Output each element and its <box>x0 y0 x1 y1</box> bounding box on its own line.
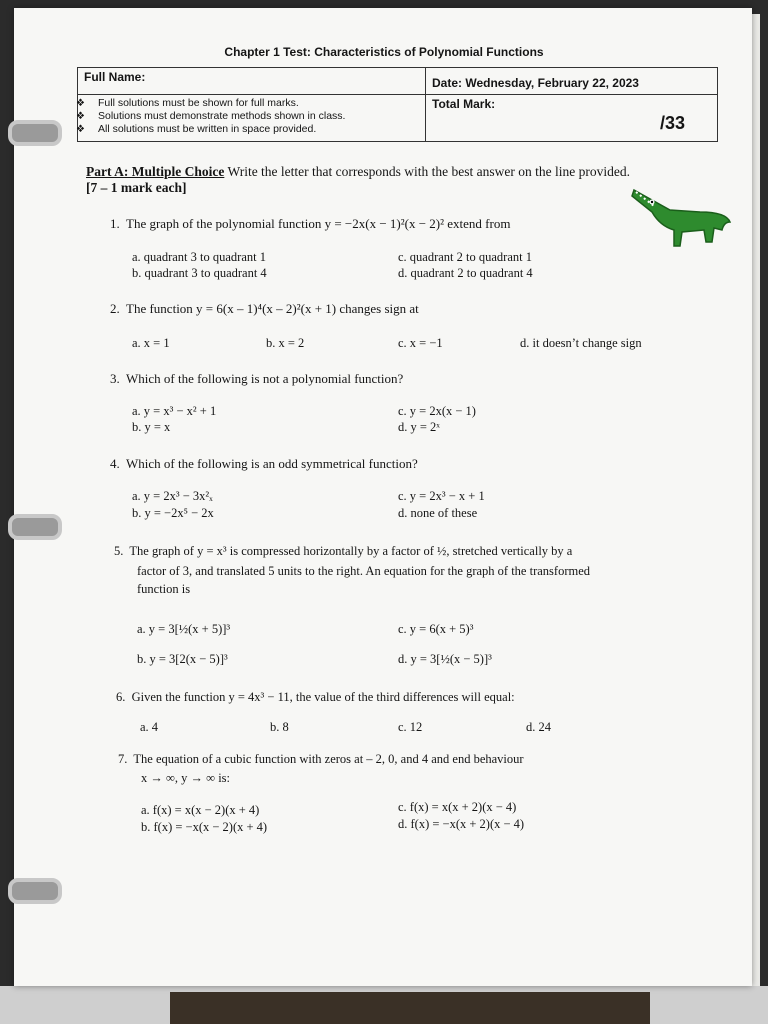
option-b[interactable]: b. 8 <box>270 720 289 734</box>
option-c[interactable]: c. y = 6(x + 5)³ <box>398 622 474 636</box>
total-mark-label: Total Mark: <box>432 97 496 111</box>
option-c[interactable]: c. y = 2x(x − 1) <box>398 404 476 418</box>
date-cell <box>426 68 718 95</box>
option-d[interactable]: d. 24 <box>526 720 551 734</box>
crocodile-icon <box>630 182 734 252</box>
question-text: Given the function y = 4x³ − 11, the value of the third differences will equal: <box>131 690 515 704</box>
question-number: 2. <box>110 301 120 316</box>
question-5-line-3: function is <box>137 582 191 596</box>
rules-list <box>84 97 419 136</box>
part-a-marks: [7 – 1 mark each] <box>86 180 187 195</box>
option-b[interactable]: b. quadrant 3 to quadrant 4 <box>132 266 267 280</box>
question-6 <box>116 689 515 705</box>
rule-item: ❖ All solutions must be written in space provided. <box>98 123 419 136</box>
option-d[interactable]: d. y = 3[½(x − 5)]³ <box>398 652 492 666</box>
question-5-line-2: factor of 3, and translated 5 units to the right. An equation for the graph of the transformed <box>137 564 590 578</box>
question-text: Which of the following is not a polynomial function? <box>126 371 404 386</box>
option-c[interactable]: c. quadrant 2 to quadrant 1 <box>398 250 532 264</box>
question-5 <box>114 543 572 559</box>
binder-ring-icon <box>8 514 62 540</box>
rule-item: ❖ Full solutions must be shown for full marks. <box>98 97 419 110</box>
total-mark-value: /33 <box>659 113 685 133</box>
option-a[interactable]: a. f(x) = x(x − 2)(x + 4) <box>141 803 260 817</box>
question-text: The graph of y = x³ is compressed horizontally by a factor of ½, stretched vertically by a <box>129 544 573 558</box>
part-a-heading: Part A: Multiple Choice <box>86 164 225 179</box>
option-c[interactable]: c. y = 2x³ − x + 1 <box>398 489 485 503</box>
option-a[interactable]: a. x = 1 <box>132 336 170 350</box>
question-7 <box>118 751 524 767</box>
option-d[interactable]: d. none of these <box>398 506 478 520</box>
binder-ring-icon <box>8 878 62 904</box>
question-4 <box>110 456 418 472</box>
option-a[interactable]: a. quadrant 3 to quadrant 1 <box>132 250 266 264</box>
info-table <box>77 67 718 142</box>
question-7-line-2: x → ∞, y → ∞ is: <box>141 771 231 785</box>
option-b[interactable]: b. x = 2 <box>266 336 305 350</box>
question-number: 3. <box>110 371 120 386</box>
rule-item: ❖ Solutions must demonstrate methods shown in class. <box>98 110 419 123</box>
option-c[interactable]: c. x = −1 <box>398 336 443 350</box>
option-a[interactable]: a. y = 3[½(x + 5)]³ <box>137 622 231 636</box>
option-b[interactable]: b. y = −2x⁵ − 2x <box>132 506 214 520</box>
test-paper <box>14 8 752 986</box>
option-c[interactable]: c. 12 <box>398 720 423 734</box>
question-3 <box>110 371 403 387</box>
option-a[interactable]: a. 4 <box>140 720 159 734</box>
question-number: 7. <box>118 752 128 766</box>
date-label: Date: Wednesday, February 22, 2023 <box>432 76 639 90</box>
question-2 <box>110 301 419 317</box>
question-text: The equation of a cubic function with zeros at – 2, 0, and 4 and end behaviour <box>133 752 524 766</box>
option-b[interactable]: b. f(x) = −x(x − 2)(x + 4) <box>141 820 268 834</box>
option-a[interactable]: a. y = 2x³ − 3x²ₓ <box>132 489 213 503</box>
question-number: 6. <box>116 690 126 704</box>
question-text: The graph of the polynomial function y = −2x(x − 1)²(x − 2)² extend from <box>126 216 511 231</box>
question-number: 4. <box>110 456 120 471</box>
option-a[interactable]: a. y = x³ − x² + 1 <box>132 404 217 418</box>
part-a-text: Write the letter that corresponds with the best answer on the line provided. <box>224 164 630 179</box>
rules-cell <box>78 95 426 142</box>
option-d[interactable]: d. y = 2ˣ <box>398 420 440 434</box>
name-cell[interactable] <box>78 68 426 95</box>
option-c[interactable]: c. f(x) = x(x + 2)(x − 4) <box>398 800 517 814</box>
option-b[interactable]: b. y = x <box>132 420 171 434</box>
page-title: Chapter 1 Test: Characteristics of Polynomial Functions <box>224 45 544 59</box>
question-number: 5. <box>114 544 124 558</box>
full-name-label: Full Name: <box>84 70 146 84</box>
question-1 <box>110 216 510 232</box>
background-surface <box>170 992 650 1024</box>
option-d[interactable]: d. quadrant 2 to quadrant 4 <box>398 266 533 280</box>
part-a-instructions <box>86 164 706 196</box>
total-cell <box>426 95 718 142</box>
option-b[interactable]: b. y = 3[2(x − 5)]³ <box>137 652 228 666</box>
binder-ring-icon <box>8 120 62 146</box>
option-d[interactable]: d. it doesn’t change sign <box>520 336 642 350</box>
option-d[interactable]: d. f(x) = −x(x + 2)(x − 4) <box>398 817 525 831</box>
question-text: Which of the following is an odd symmetrical function? <box>126 456 418 471</box>
question-text: The function y = 6(x – 1)⁴(x – 2)²(x + 1) changes sign at <box>126 301 419 316</box>
question-number: 1. <box>110 216 120 231</box>
